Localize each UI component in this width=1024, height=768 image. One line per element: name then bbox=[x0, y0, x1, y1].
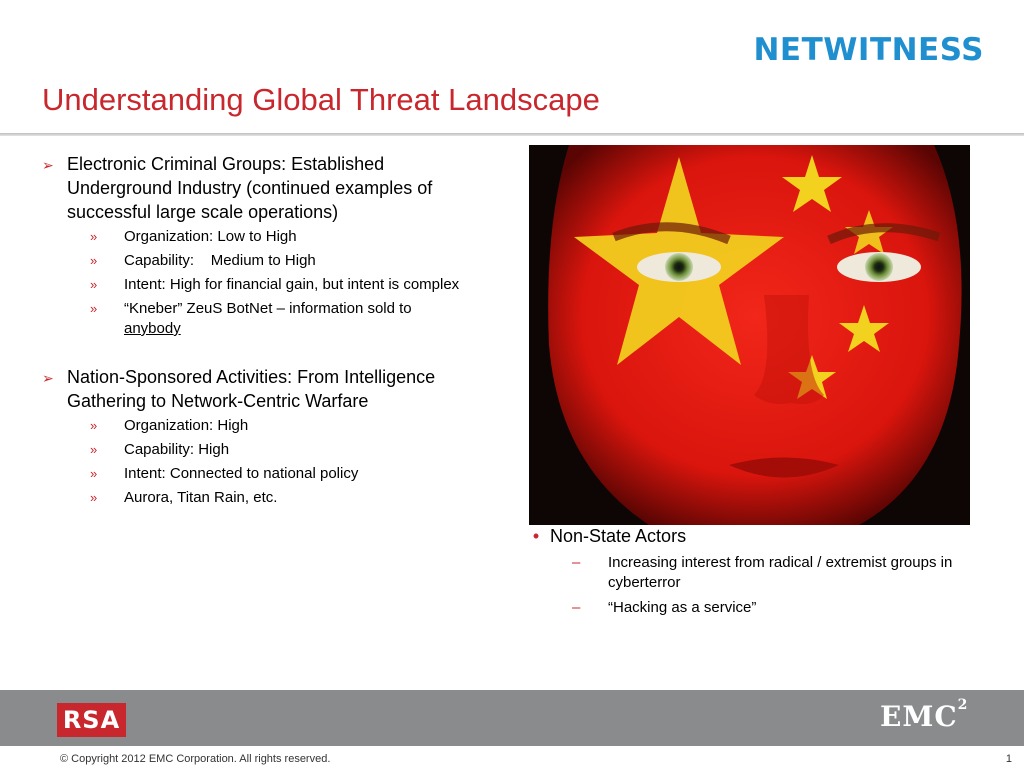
chevron-bullet-icon: » bbox=[90, 418, 98, 433]
bullet-text: Nation-Sponsored Activities: From Intelligence Gathering to Network-Centric Warfare bbox=[67, 367, 436, 411]
netwitness-logo: NETWITNESS bbox=[753, 32, 984, 68]
sub-bullet-text: Organization: Low to High bbox=[124, 228, 297, 245]
sub-bullet-text: Aurora, Titan Rain, etc. bbox=[124, 489, 278, 506]
sub-bullet bbox=[42, 227, 492, 247]
kneber-text: “Kneber” ZeuS BotNet – information sold to bbox=[124, 300, 412, 317]
sub-bullet bbox=[42, 275, 492, 295]
bullet-text: Electronic Criminal Groups: Established Underground Industry (continued examples of successful large scale operations) bbox=[67, 154, 433, 222]
sub-bullet-text: Capability: High bbox=[124, 441, 230, 458]
chevron-bullet-icon: » bbox=[90, 253, 98, 268]
arrow-bullet-icon: ➢ bbox=[42, 370, 54, 386]
anybody-text: anybody bbox=[124, 320, 181, 337]
chevron-bullet-icon: » bbox=[90, 277, 98, 292]
chevron-bullet-icon: » bbox=[90, 466, 98, 481]
face-flag-photo bbox=[529, 145, 970, 525]
title-divider bbox=[0, 133, 1024, 136]
sub-bullet-text bbox=[124, 299, 412, 339]
chevron-bullet-icon: » bbox=[90, 442, 98, 457]
slide-title: Understanding Global Threat Landscape bbox=[42, 82, 600, 117]
bullet-criminal-groups bbox=[42, 152, 492, 224]
emc-logo: EMC$^2$ bbox=[880, 697, 969, 733]
sub-bullet bbox=[42, 416, 492, 436]
sub-bullet-text: Capability: Medium to High bbox=[124, 252, 316, 269]
bullet-text: Non-State Actors bbox=[550, 526, 687, 546]
bullet-nation-sponsored bbox=[42, 365, 492, 413]
sub-bullet bbox=[42, 299, 492, 339]
dash-bullet-icon: – bbox=[572, 554, 581, 571]
copyright-text: © Copyright 2012 EMC Corporation. All rights reserved. bbox=[60, 753, 331, 765]
sub-bullet bbox=[42, 488, 492, 508]
sub-bullet-text: Increasing interest from radical / extremist groups in cyberterror bbox=[608, 554, 953, 591]
rsa-logo: RSA bbox=[57, 703, 126, 737]
sub-bullet-text: Intent: Connected to national policy bbox=[124, 465, 359, 482]
chevron-bullet-icon: » bbox=[90, 301, 98, 316]
sub-bullet bbox=[42, 464, 492, 484]
chevron-bullet-icon: » bbox=[90, 490, 98, 505]
sub-bullet bbox=[522, 553, 992, 593]
right-bullet-list bbox=[522, 524, 992, 618]
chevron-bullet-icon: » bbox=[90, 229, 98, 244]
arrow-bullet-icon: ➢ bbox=[42, 157, 54, 173]
sub-bullet-text: “Hacking as a service” bbox=[608, 599, 757, 616]
sub-bullet-text: Organization: High bbox=[124, 417, 249, 434]
sub-bullet bbox=[42, 440, 492, 460]
sub-bullet-text: Intent: High for financial gain, but intent is complex bbox=[124, 276, 460, 293]
bullet-non-state-actors bbox=[522, 524, 992, 548]
dash-bullet-icon: – bbox=[572, 599, 581, 616]
sub-bullet bbox=[42, 251, 492, 271]
page-number: 1 bbox=[1005, 753, 1012, 765]
left-bullet-list bbox=[42, 152, 492, 512]
footer-band bbox=[0, 690, 1024, 746]
dot-bullet-icon: • bbox=[532, 526, 540, 546]
sub-bullet bbox=[522, 598, 992, 618]
